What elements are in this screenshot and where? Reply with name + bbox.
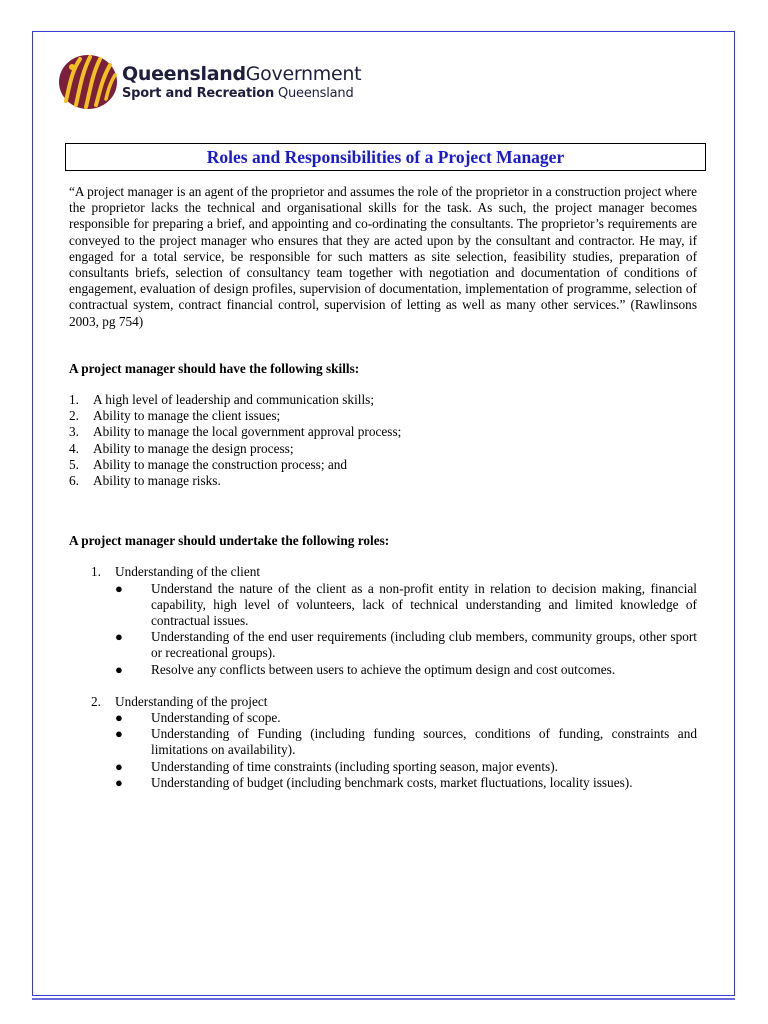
list-item: [69, 473, 697, 489]
document-body: [69, 184, 697, 807]
list-number: 6.: [69, 473, 79, 489]
logo-sport-recreation: Sport and Recreation: [122, 86, 275, 101]
logo-line-department: [122, 85, 361, 103]
bullet-text: Resolve any conflicts between users to achieve the optimum design and cost outcomes.: [151, 661, 616, 677]
list-number: 2.: [69, 408, 79, 424]
bullet-text: Understand the nature of the client as a non-profit entity in relation to decision making, financial capability, high level of volunteers, lack of technical understanding and limited knowledge of contractual issues.: [151, 580, 697, 629]
list-item: [69, 424, 697, 440]
queensland-government-logo: [58, 53, 362, 111]
bullet-text: Understanding of budget (including benchmark costs, market fluctuations, locality issues).: [151, 774, 633, 790]
list-text: Ability to manage risks.: [93, 473, 221, 489]
bullet-icon: ●: [115, 580, 123, 596]
bullet-icon: ●: [115, 726, 123, 742]
list-number: 4.: [69, 440, 79, 456]
list-text: A high level of leadership and communication skills;: [93, 392, 375, 408]
list-text: Ability to manage the design process;: [93, 440, 294, 456]
logo-wordmark: [122, 63, 361, 103]
bullet-item: [69, 775, 697, 791]
logo-line-government: [122, 63, 361, 85]
bullet-icon: ●: [115, 629, 123, 645]
list-item: [69, 457, 697, 473]
role-title-text: Understanding of the client: [115, 564, 261, 580]
list-text: Ability to manage the client issues;: [93, 408, 281, 424]
skills-list: [69, 392, 697, 489]
role-bullets: [69, 710, 697, 791]
bullet-item: [69, 726, 697, 758]
role-title: [69, 694, 697, 710]
list-text: Ability to manage the construction process; and: [93, 456, 348, 472]
bullet-text: Understanding of the end user requirements (including club members, community groups, other sport or recreational groups).: [151, 629, 697, 661]
list-number: 1.: [69, 392, 79, 408]
bullet-text: Understanding of Funding (including funding sources, conditions of funding, constraints and limitations on availability).: [151, 726, 697, 758]
roles-heading: A project manager should undertake the following roles:: [69, 533, 390, 549]
list-number: 1.: [91, 564, 101, 580]
bullet-item: [69, 759, 697, 775]
list-item: [69, 408, 697, 424]
bullet-text: Understanding of scope.: [151, 710, 281, 726]
bullet-icon: ●: [115, 758, 123, 774]
list-number: 2.: [91, 693, 101, 709]
role-title: [69, 564, 697, 580]
bullet-item: [69, 662, 697, 678]
role-title-text: Understanding of the project: [115, 693, 268, 709]
list-item: [69, 392, 697, 408]
logo-queensland: Queensland: [122, 63, 246, 85]
page-title: Roles and Responsibilities of a Project Manager: [206, 147, 565, 167]
queensland-crest-icon: [58, 53, 118, 111]
bullet-text: Understanding of time constraints (including sporting season, major events).: [151, 758, 558, 774]
list-number: 3.: [69, 424, 79, 440]
role-section-client: [69, 564, 697, 677]
bullet-icon: ●: [115, 774, 123, 790]
title-box: [65, 143, 706, 171]
bullet-icon: ●: [115, 661, 123, 677]
list-item: [69, 441, 697, 457]
logo-government: Government: [245, 63, 362, 85]
role-bullets: [69, 581, 697, 678]
role-section-project: [69, 694, 697, 791]
list-text: Ability to manage the local government approval process;: [93, 424, 402, 440]
bullet-item: [69, 629, 697, 661]
intro-paragraph: “A project manager is an agent of the proprietor and assumes the role of the proprietor in a construction project where the proprietor lacks the technical and organisational skills for the task. As such, the project manager becomes responsible for preparing a brief, and appointing and co-ordinating the consultants. The proprietor’s requirements are conveyed to the project manager who ensures that they are acted upon by the consultant and contractor. He may, if engaged for a total service, be responsible for such matters as site selection, feasibility studies, preparation of consultants briefs, selection of consultancy team together with negotiation and documentation of conditions of engagement, evaluation of design profiles, supervision of documentation, implementation of programme, selection of contractual system, contract financial control, supervision of letting as well as many other services.” (Rawlinsons 2003, pg 754): [69, 184, 697, 329]
list-number: 5.: [69, 456, 79, 472]
bullet-icon: ●: [115, 710, 123, 726]
roles-list: [69, 564, 697, 791]
skills-heading: A project manager should have the following skills:: [69, 360, 360, 376]
logo-queensland-suffix: Queensland: [274, 86, 354, 101]
bullet-item: [69, 710, 697, 726]
bullet-item: [69, 581, 697, 630]
